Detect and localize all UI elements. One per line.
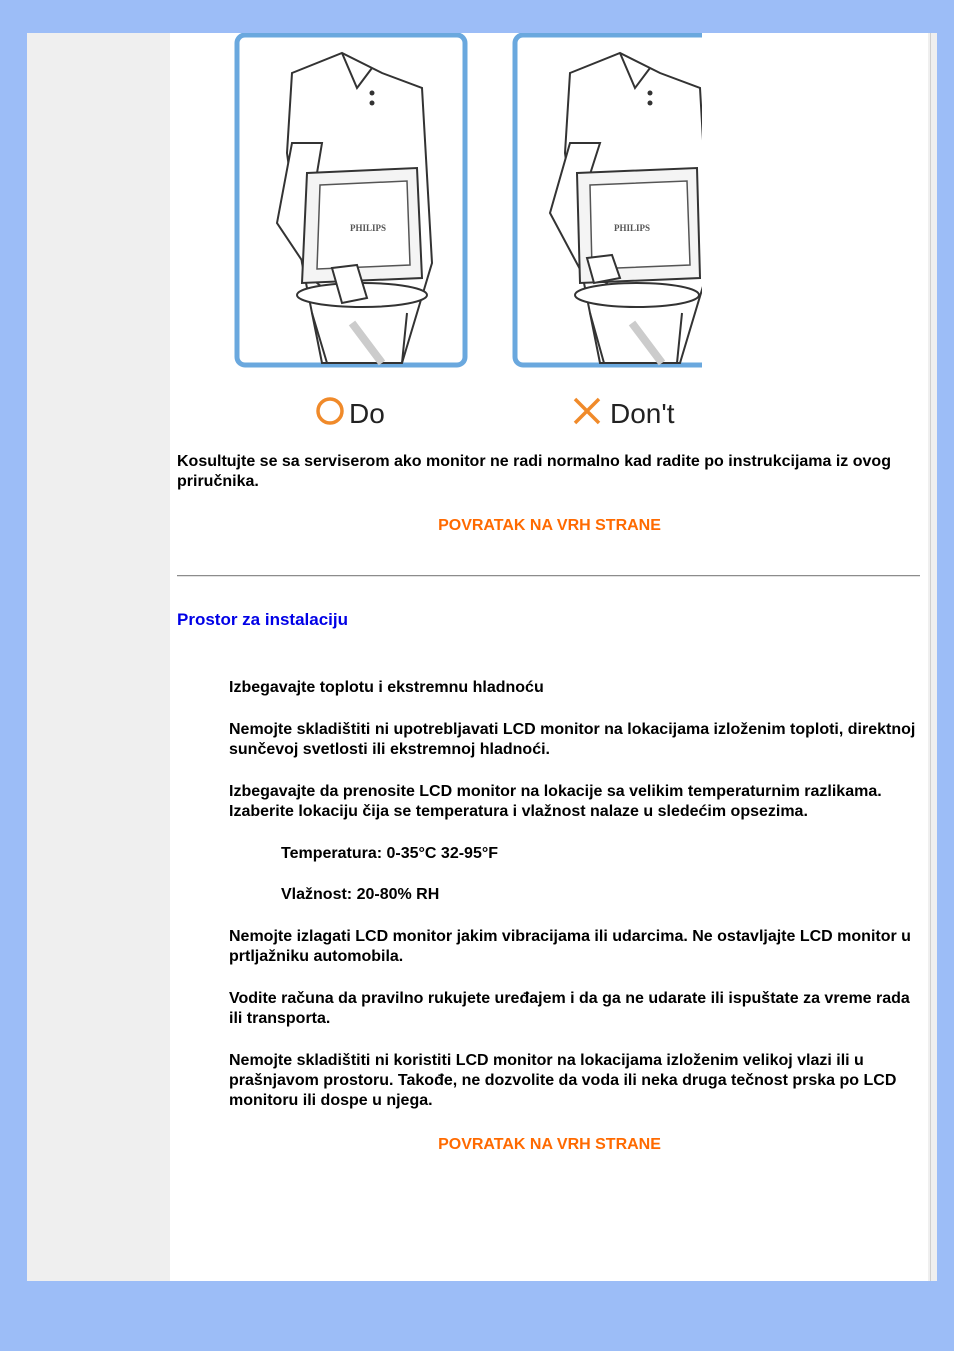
brand-logo-do: PHILIPS: [350, 223, 387, 233]
section-divider: [177, 575, 920, 577]
list-item: Izbegavajte da prenosite LCD monitor na lokacije sa velikim temperaturnim razlikama. Izaberite lokaciju čija se temperatura i vlažnost nalaze u sledećim opsezima.: [229, 783, 882, 820]
list-item: Nemojte izlagati LCD monitor jakim vibracijama ili udarcima. Ne ostavljajte LCD monitor u prtljažniku automobila.: [229, 928, 911, 965]
list-item: Nemojte skladištiti ni koristiti LCD monitor na lokacijama izloženim velikoj vlazi ili u prašnjavom prostoru. Takođe, ne dozvolite da voda ili neka druga tečnost prska po LCD monitoru ili dospe u njega.: [229, 1052, 897, 1109]
do-panel: [237, 35, 465, 365]
list-item: Izbegavajte toplotu i ekstremnu hladnoću: [229, 679, 544, 696]
back-to-top-link[interactable]: POVRATAK NA VRH STRANE: [438, 517, 661, 534]
dont-label-group: [575, 398, 675, 429]
list-item: Nemojte skladištiti ni upotrebljavati LCD monitor na lokacijama izloženim toploti, direktnoj sunčevoj svetlosti ili ekstremnoj hladnoći.: [229, 721, 916, 758]
humidity-range: Vlažnost: 20-80% RH: [281, 886, 440, 903]
back-to-top-link[interactable]: POVRATAK NA VRH STRANE: [438, 1136, 661, 1153]
temperature-range: Temperatura: 0-35°C 32-95°F: [281, 845, 499, 862]
dont-label: Don't: [610, 398, 675, 429]
circle-icon: [318, 399, 342, 423]
right-scroll-edge: [928, 33, 937, 1281]
brand-logo-dont: PHILIPS: [614, 223, 651, 233]
dont-panel: [515, 35, 702, 365]
section-title: Prostor za instalaciju: [177, 610, 348, 629]
do-label: Do: [349, 398, 385, 429]
page-frame: [27, 33, 937, 1281]
do-label-group: [318, 398, 385, 429]
list-item: Vodite računa da pravilno rukujete uređajem i da ga ne udarate ili ispuštate za vreme rada ili transporta.: [229, 990, 910, 1027]
main-content: [177, 33, 922, 1281]
monitor-handling-illustration: [232, 33, 702, 433]
intro-text: Kosultujte se sa serviserom ako monitor ne radi normalno kad radite po instrukcijama iz ovog priručnika.: [177, 453, 891, 490]
left-sidebar: [27, 33, 170, 1281]
cross-icon: [575, 399, 599, 423]
